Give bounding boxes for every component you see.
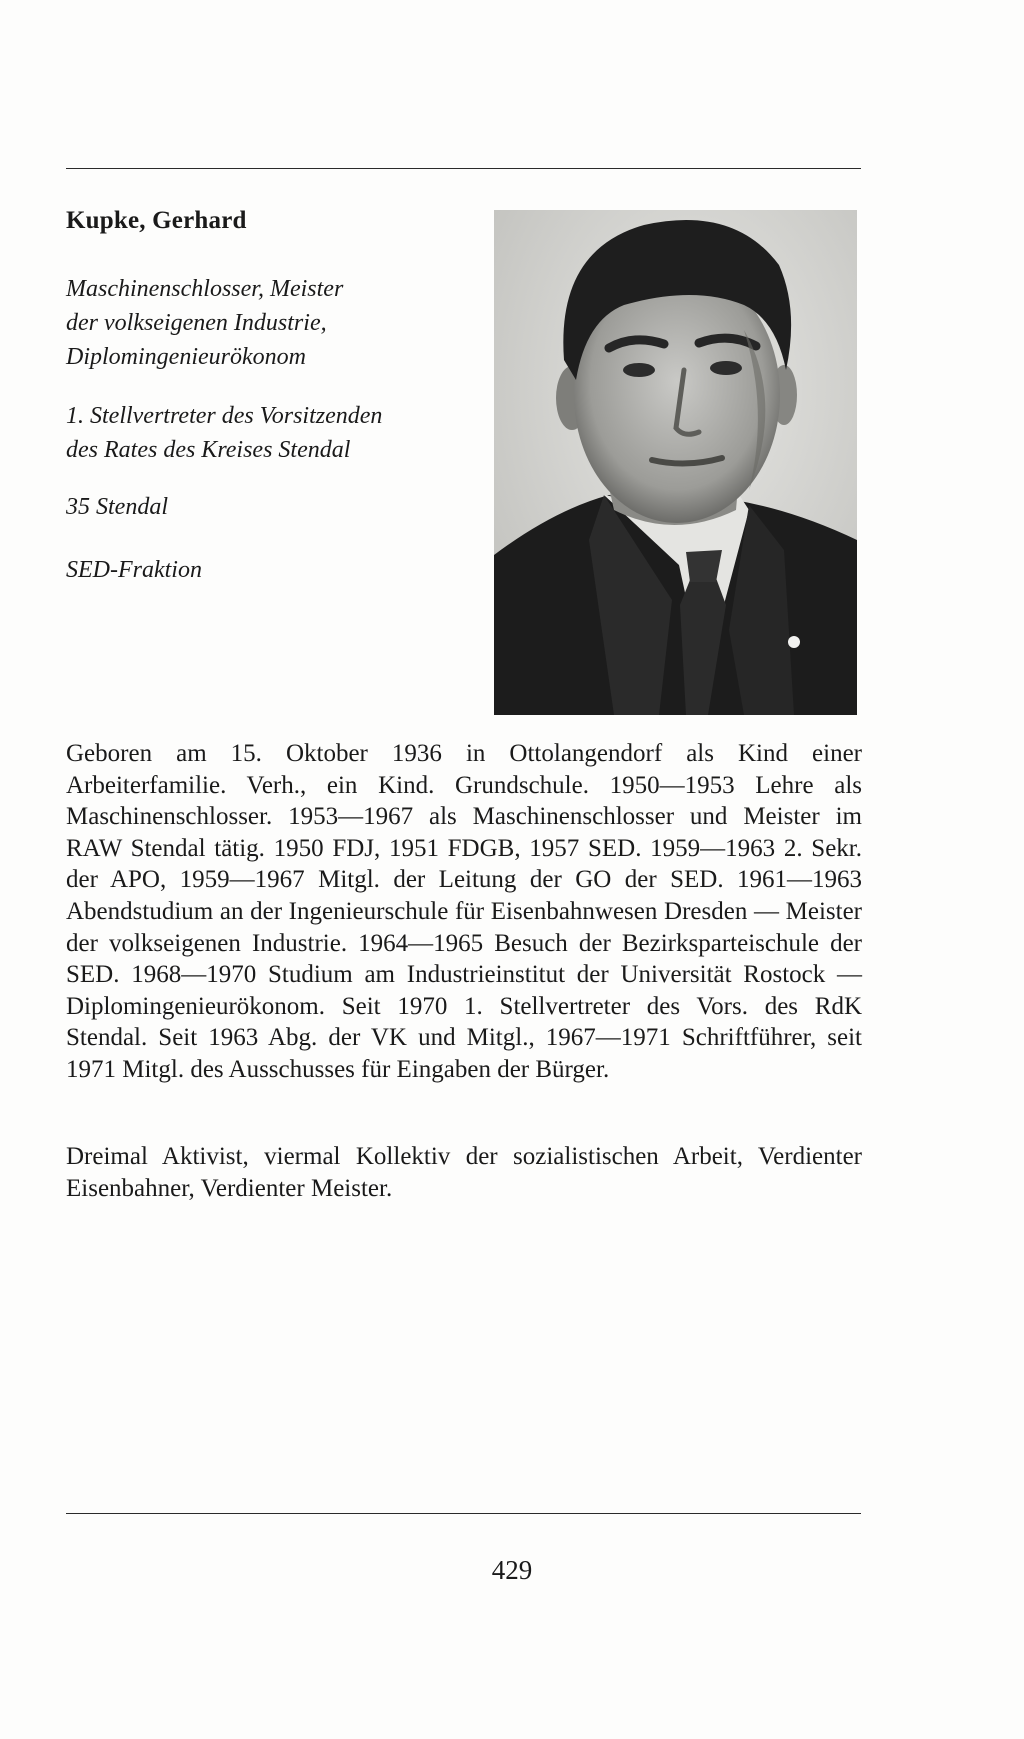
page-number: 429 [491, 1555, 533, 1585]
faction: SED-Fraktion [66, 557, 202, 583]
bottom-rule [66, 1513, 861, 1514]
profession [66, 272, 446, 374]
awards-text: Dreimal Aktivist, viermal Kollektiv der sozialistischen Arbeit, Verdienter Eisenbahner, Verdienter Meister. [66, 1143, 862, 1202]
constituency: 35 Stendal [66, 494, 168, 520]
top-rule [66, 168, 861, 169]
profession-line: Diplomingenieurökonom [66, 344, 306, 370]
position [66, 399, 446, 467]
biography [66, 738, 862, 1086]
position-line: des Rates des Kreises Stendal [66, 437, 351, 463]
portrait-photo [494, 210, 857, 715]
profession-line: Maschinenschlosser, Meister [66, 276, 344, 302]
biography-text: Geboren am 15. Oktober 1936 in Ottolangendorf als Kind einer Arbeiterfamilie. Verh., ein Kind. Grundschule. 1950—1953 Lehre als Maschinenschlosser. 1953—1967 als Maschinenschlosser und Meister im RAW Stendal tätig. 1950 FDJ, 1951 FDGB, 1957 SED. 1959—1963 2. Sekr. der APO, 1959—1967 Mitgl. der Leitung der GO der SED. 1961—1963 Abendstudium an der Ingenieurschule für Eisenbahnwesen Dresden — Meister der volkseigenen Industrie. 1964—1965 Besuch der Bezirksparteischule der SED. 1968—1970 Studium am Industrieinstitut der Universität Rostock — Diplomingenieurökonom. Seit 1970 1. Stellvertreter des Vors. des RdK Stendal. Seit 1963 Abg. der VK und Mitgl., 1967—1971 Schriftführer, seit 1971 Mitgl. des Ausschusses für Eingaben der Bürger. [66, 740, 862, 1083]
profession-line: der volkseigenen Industrie, [66, 310, 327, 336]
position-line: 1. Stellvertreter des Vorsitzenden [66, 403, 383, 429]
entry-name: Kupke, Gerhard [66, 207, 247, 234]
awards [66, 1116, 862, 1229]
